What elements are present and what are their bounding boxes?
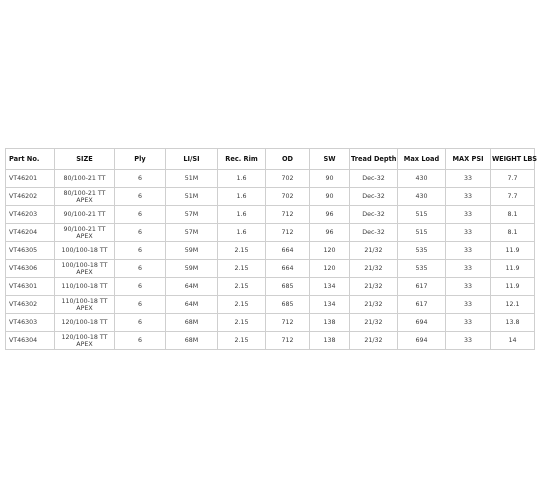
part-no-header: Part No. (6, 149, 55, 170)
rec-rim-cell: 1.6 (218, 206, 266, 224)
ply-cell: 6 (115, 188, 166, 206)
max-load-cell: 535 (398, 242, 446, 260)
size-cell: 80/100-21 TT (55, 170, 115, 188)
table-row (6, 278, 535, 296)
max-psi-cell: 33 (446, 170, 491, 188)
rec-rim-cell: 1.6 (218, 224, 266, 242)
ply-cell: 6 (115, 242, 166, 260)
weight-lbs-cell: 11.9 (491, 242, 535, 260)
tread-depth-cell: Dec-32 (350, 188, 398, 206)
tread-depth-cell: Dec-32 (350, 170, 398, 188)
sw-cell: 138 (310, 332, 350, 350)
part-no-cell: VT46305 (6, 242, 55, 260)
max-psi-header: MAX PSI (446, 149, 491, 170)
li-si-cell: 59M (166, 242, 218, 260)
max-psi-cell: 33 (446, 242, 491, 260)
part-no-cell: VT46203 (6, 206, 55, 224)
sw-cell: 120 (310, 260, 350, 278)
weight-lbs-cell: 11.9 (491, 260, 535, 278)
sw-cell: 134 (310, 296, 350, 314)
sw-cell: 90 (310, 188, 350, 206)
li-si-cell: 51M (166, 170, 218, 188)
max-psi-cell: 33 (446, 296, 491, 314)
rec-rim-cell: 1.6 (218, 188, 266, 206)
rec-rim-cell: 1.6 (218, 170, 266, 188)
table-row (6, 170, 535, 188)
tread-depth-cell: 21/32 (350, 242, 398, 260)
size-cell: 90/100-21 TT APEX (55, 224, 115, 242)
table-row (6, 332, 535, 350)
max-load-header: Max Load (398, 149, 446, 170)
od-cell: 712 (266, 332, 310, 350)
part-no-cell: VT46204 (6, 224, 55, 242)
weight-lbs-cell: 11.9 (491, 278, 535, 296)
li-si-cell: 68M (166, 314, 218, 332)
li-si-cell: 51M (166, 188, 218, 206)
max-load-cell: 694 (398, 314, 446, 332)
tread-depth-cell: 21/32 (350, 296, 398, 314)
weight-lbs-cell: 14 (491, 332, 535, 350)
part-no-cell: VT46304 (6, 332, 55, 350)
weight-lbs-header: WEIGHT LBS (491, 149, 535, 170)
part-no-cell: VT46302 (6, 296, 55, 314)
part-no-cell: VT46301 (6, 278, 55, 296)
li-si-cell: 57M (166, 206, 218, 224)
od-cell: 712 (266, 206, 310, 224)
max-psi-cell: 33 (446, 206, 491, 224)
od-cell: 712 (266, 224, 310, 242)
ply-cell: 6 (115, 296, 166, 314)
od-cell: 702 (266, 170, 310, 188)
li-si-cell: 64M (166, 278, 218, 296)
od-cell: 702 (266, 188, 310, 206)
li-si-cell: 57M (166, 224, 218, 242)
li-si-cell: 68M (166, 332, 218, 350)
max-psi-cell: 33 (446, 314, 491, 332)
sw-cell: 120 (310, 242, 350, 260)
part-no-cell: VT46303 (6, 314, 55, 332)
ply-cell: 6 (115, 206, 166, 224)
max-load-cell: 694 (398, 332, 446, 350)
ply-header: Ply (115, 149, 166, 170)
max-psi-cell: 33 (446, 188, 491, 206)
sw-cell: 96 (310, 206, 350, 224)
size-cell: 110/100-18 TT APEX (55, 296, 115, 314)
od-cell: 712 (266, 314, 310, 332)
table-row (6, 296, 535, 314)
rec-rim-cell: 2.15 (218, 314, 266, 332)
rec-rim-cell: 2.15 (218, 260, 266, 278)
od-cell: 685 (266, 278, 310, 296)
ply-cell: 6 (115, 170, 166, 188)
max-psi-cell: 33 (446, 260, 491, 278)
size-cell: 90/100-21 TT (55, 206, 115, 224)
part-no-cell: VT46202 (6, 188, 55, 206)
max-load-cell: 617 (398, 296, 446, 314)
weight-lbs-cell: 13.8 (491, 314, 535, 332)
ply-cell: 6 (115, 332, 166, 350)
weight-lbs-cell: 7.7 (491, 188, 535, 206)
rec-rim-header: Rec. Rim (218, 149, 266, 170)
max-psi-cell: 33 (446, 278, 491, 296)
rec-rim-cell: 2.15 (218, 332, 266, 350)
rec-rim-cell: 2.15 (218, 278, 266, 296)
table-row (6, 224, 535, 242)
weight-lbs-cell: 8.1 (491, 206, 535, 224)
max-load-cell: 515 (398, 206, 446, 224)
sw-cell: 134 (310, 278, 350, 296)
weight-lbs-cell: 12.1 (491, 296, 535, 314)
sw-cell: 90 (310, 170, 350, 188)
max-load-cell: 535 (398, 260, 446, 278)
tread-depth-cell: 21/32 (350, 314, 398, 332)
weight-lbs-cell: 7.7 (491, 170, 535, 188)
ply-cell: 6 (115, 260, 166, 278)
max-load-cell: 617 (398, 278, 446, 296)
table-row (6, 314, 535, 332)
sw-header: SW (310, 149, 350, 170)
sw-cell: 96 (310, 224, 350, 242)
li-si-header: LI/SI (166, 149, 218, 170)
ply-cell: 6 (115, 224, 166, 242)
max-load-cell: 515 (398, 224, 446, 242)
tread-depth-cell: 21/32 (350, 260, 398, 278)
rec-rim-cell: 2.15 (218, 242, 266, 260)
max-psi-cell: 33 (446, 332, 491, 350)
rec-rim-cell: 2.15 (218, 296, 266, 314)
max-load-cell: 430 (398, 170, 446, 188)
header-row (6, 149, 535, 170)
size-cell: 100/100-18 TT APEX (55, 260, 115, 278)
li-si-cell: 64M (166, 296, 218, 314)
max-load-cell: 430 (398, 188, 446, 206)
od-cell: 685 (266, 296, 310, 314)
od-cell: 664 (266, 242, 310, 260)
tread-depth-cell: 21/32 (350, 278, 398, 296)
tread-depth-header: Tread Depth (350, 149, 398, 170)
table-row (6, 188, 535, 206)
tread-depth-cell: Dec-32 (350, 206, 398, 224)
tread-depth-cell: 21/32 (350, 332, 398, 350)
od-cell: 664 (266, 260, 310, 278)
ply-cell: 6 (115, 314, 166, 332)
size-cell: 110/100-18 TT (55, 278, 115, 296)
od-header: OD (266, 149, 310, 170)
size-cell: 100/100-18 TT (55, 242, 115, 260)
part-no-cell: VT46306 (6, 260, 55, 278)
max-psi-cell: 33 (446, 224, 491, 242)
table-row (6, 242, 535, 260)
weight-lbs-cell: 8.1 (491, 224, 535, 242)
part-no-cell: VT46201 (6, 170, 55, 188)
table-row (6, 260, 535, 278)
li-si-cell: 59M (166, 260, 218, 278)
size-header: SIZE (55, 149, 115, 170)
size-cell: 120/100-18 TT (55, 314, 115, 332)
table-row (6, 206, 535, 224)
tread-depth-cell: Dec-32 (350, 224, 398, 242)
ply-cell: 6 (115, 278, 166, 296)
tire-spec-table (5, 148, 535, 350)
size-cell: 120/100-18 TT APEX (55, 332, 115, 350)
size-cell: 80/100-21 TT APEX (55, 188, 115, 206)
sw-cell: 138 (310, 314, 350, 332)
table-body (6, 170, 535, 350)
